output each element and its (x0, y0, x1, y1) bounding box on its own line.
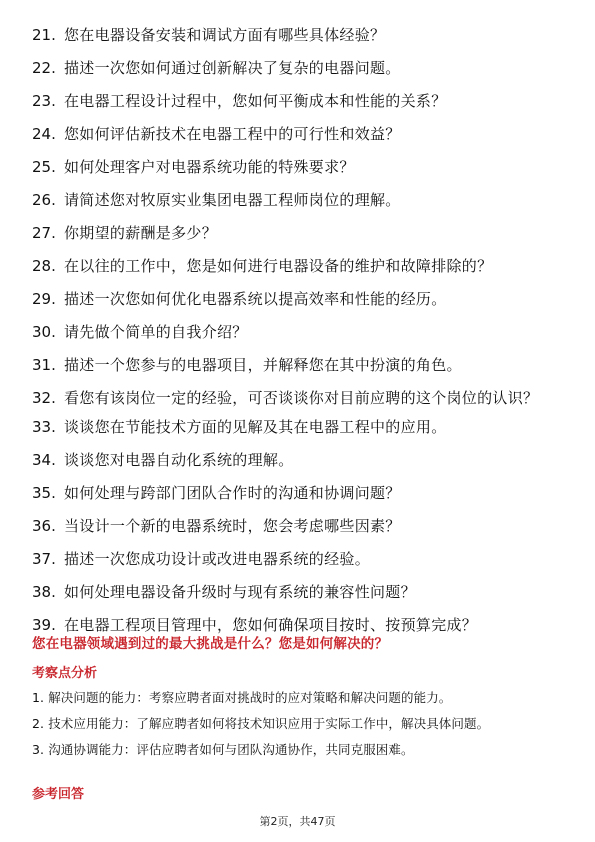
question-text: 在电器工程设计过程中，您如何平衡成本和性能的关系？ (64, 92, 447, 110)
question-item (32, 418, 567, 436)
question-item (32, 451, 567, 469)
answer-title: 参考回答 (32, 787, 85, 802)
question-text: 您如何评估新技术在电器工程中的可行性和效益？ (64, 125, 401, 143)
question-text: 描述一次您如何优化电器系统以提高效率和性能的经历。 (64, 290, 447, 308)
question-text: 当设计一个新的电器系统时，您会考虑哪些因素？ (64, 517, 401, 535)
question-number: 21. (32, 26, 56, 44)
question-item (32, 158, 567, 176)
question-text: 如何处理与跨部门团队合作时的沟通和协调问题？ (64, 484, 401, 502)
question-number: 27. (32, 224, 56, 242)
question-text: 在电器工程项目管理中，您如何确保项目按时、按预算完成？ (64, 616, 478, 634)
question-item (32, 583, 567, 601)
question-item (32, 616, 567, 634)
question-number: 37. (32, 550, 56, 568)
question-item (32, 59, 567, 77)
question-text: 你期望的薪酬是多少？ (64, 224, 218, 242)
question-item (32, 323, 567, 341)
question-number: 28. (32, 257, 56, 275)
question-item (32, 517, 567, 535)
question-item (32, 290, 567, 308)
question-item (32, 484, 567, 502)
question-number: 23. (32, 92, 56, 110)
featured-question: 您在电器领域遇到过的最大挑战是什么？您是如何解决的？ (32, 636, 389, 652)
analysis-point: 1. 解决问题的能力：考察应聘者面对挑战时的应对策略和解决问题的能力。 (32, 690, 452, 705)
question-number: 24. (32, 125, 56, 143)
question-number: 33. (32, 418, 56, 436)
question-text: 如何处理电器设备升级时与现有系统的兼容性问题？ (64, 583, 416, 601)
question-number: 30. (32, 323, 56, 341)
question-number: 32. (32, 389, 56, 407)
question-item (32, 191, 567, 209)
question-item (32, 92, 567, 110)
question-number: 25. (32, 158, 56, 176)
analysis-point: 3. 沟通协调能力：评估应聘者如何与团队沟通协作，共同克服困难。 (32, 742, 414, 757)
question-item (32, 550, 567, 568)
question-text: 描述一个您参与的电器项目，并解释您在其中扮演的角色。 (64, 356, 462, 374)
question-number: 36. (32, 517, 56, 535)
question-text: 谈谈您对电器自动化系统的理解。 (64, 451, 294, 469)
question-item (32, 389, 567, 407)
question-number: 38. (32, 583, 56, 601)
question-number: 22. (32, 59, 56, 77)
question-item (32, 257, 567, 275)
question-text: 如何处理客户对电器系统功能的特殊要求？ (64, 158, 355, 176)
analysis-point: 2. 技术应用能力：了解应聘者如何将技术知识应用于实际工作中，解决具体问题。 (32, 716, 490, 731)
question-number: 35. (32, 484, 56, 502)
question-item (32, 26, 567, 44)
question-text: 您在电器设备安装和调试方面有哪些具体经验？ (64, 26, 386, 44)
analysis-title: 考察点分析 (32, 666, 98, 681)
question-text: 谈谈您在节能技术方面的见解及其在电器工程中的应用。 (64, 418, 447, 436)
question-number: 26. (32, 191, 56, 209)
question-item (32, 224, 567, 242)
question-number: 31. (32, 356, 56, 374)
question-number: 39. (32, 616, 56, 634)
question-text: 看您有该岗位一定的经验，可否谈谈你对目前应聘的这个岗位的认识？ (64, 389, 539, 407)
question-number: 29. (32, 290, 56, 308)
question-number: 34. (32, 451, 56, 469)
question-text: 请先做个简单的自我介绍？ (64, 323, 248, 341)
question-text: 在以往的工作中，您是如何进行电器设备的维护和故障排除的？ (64, 257, 493, 275)
analysis-points (32, 690, 567, 768)
question-item (32, 356, 567, 374)
question-text: 请简述您对牧原实业集团电器工程师岗位的理解。 (64, 191, 401, 209)
question-list (32, 26, 567, 649)
page-footer: 第2页，共47页 (259, 815, 336, 828)
question-item (32, 125, 567, 143)
question-text: 描述一次您成功设计或改进电器系统的经验。 (64, 550, 371, 568)
question-text: 描述一次您如何通过创新解决了复杂的电器问题。 (64, 59, 401, 77)
